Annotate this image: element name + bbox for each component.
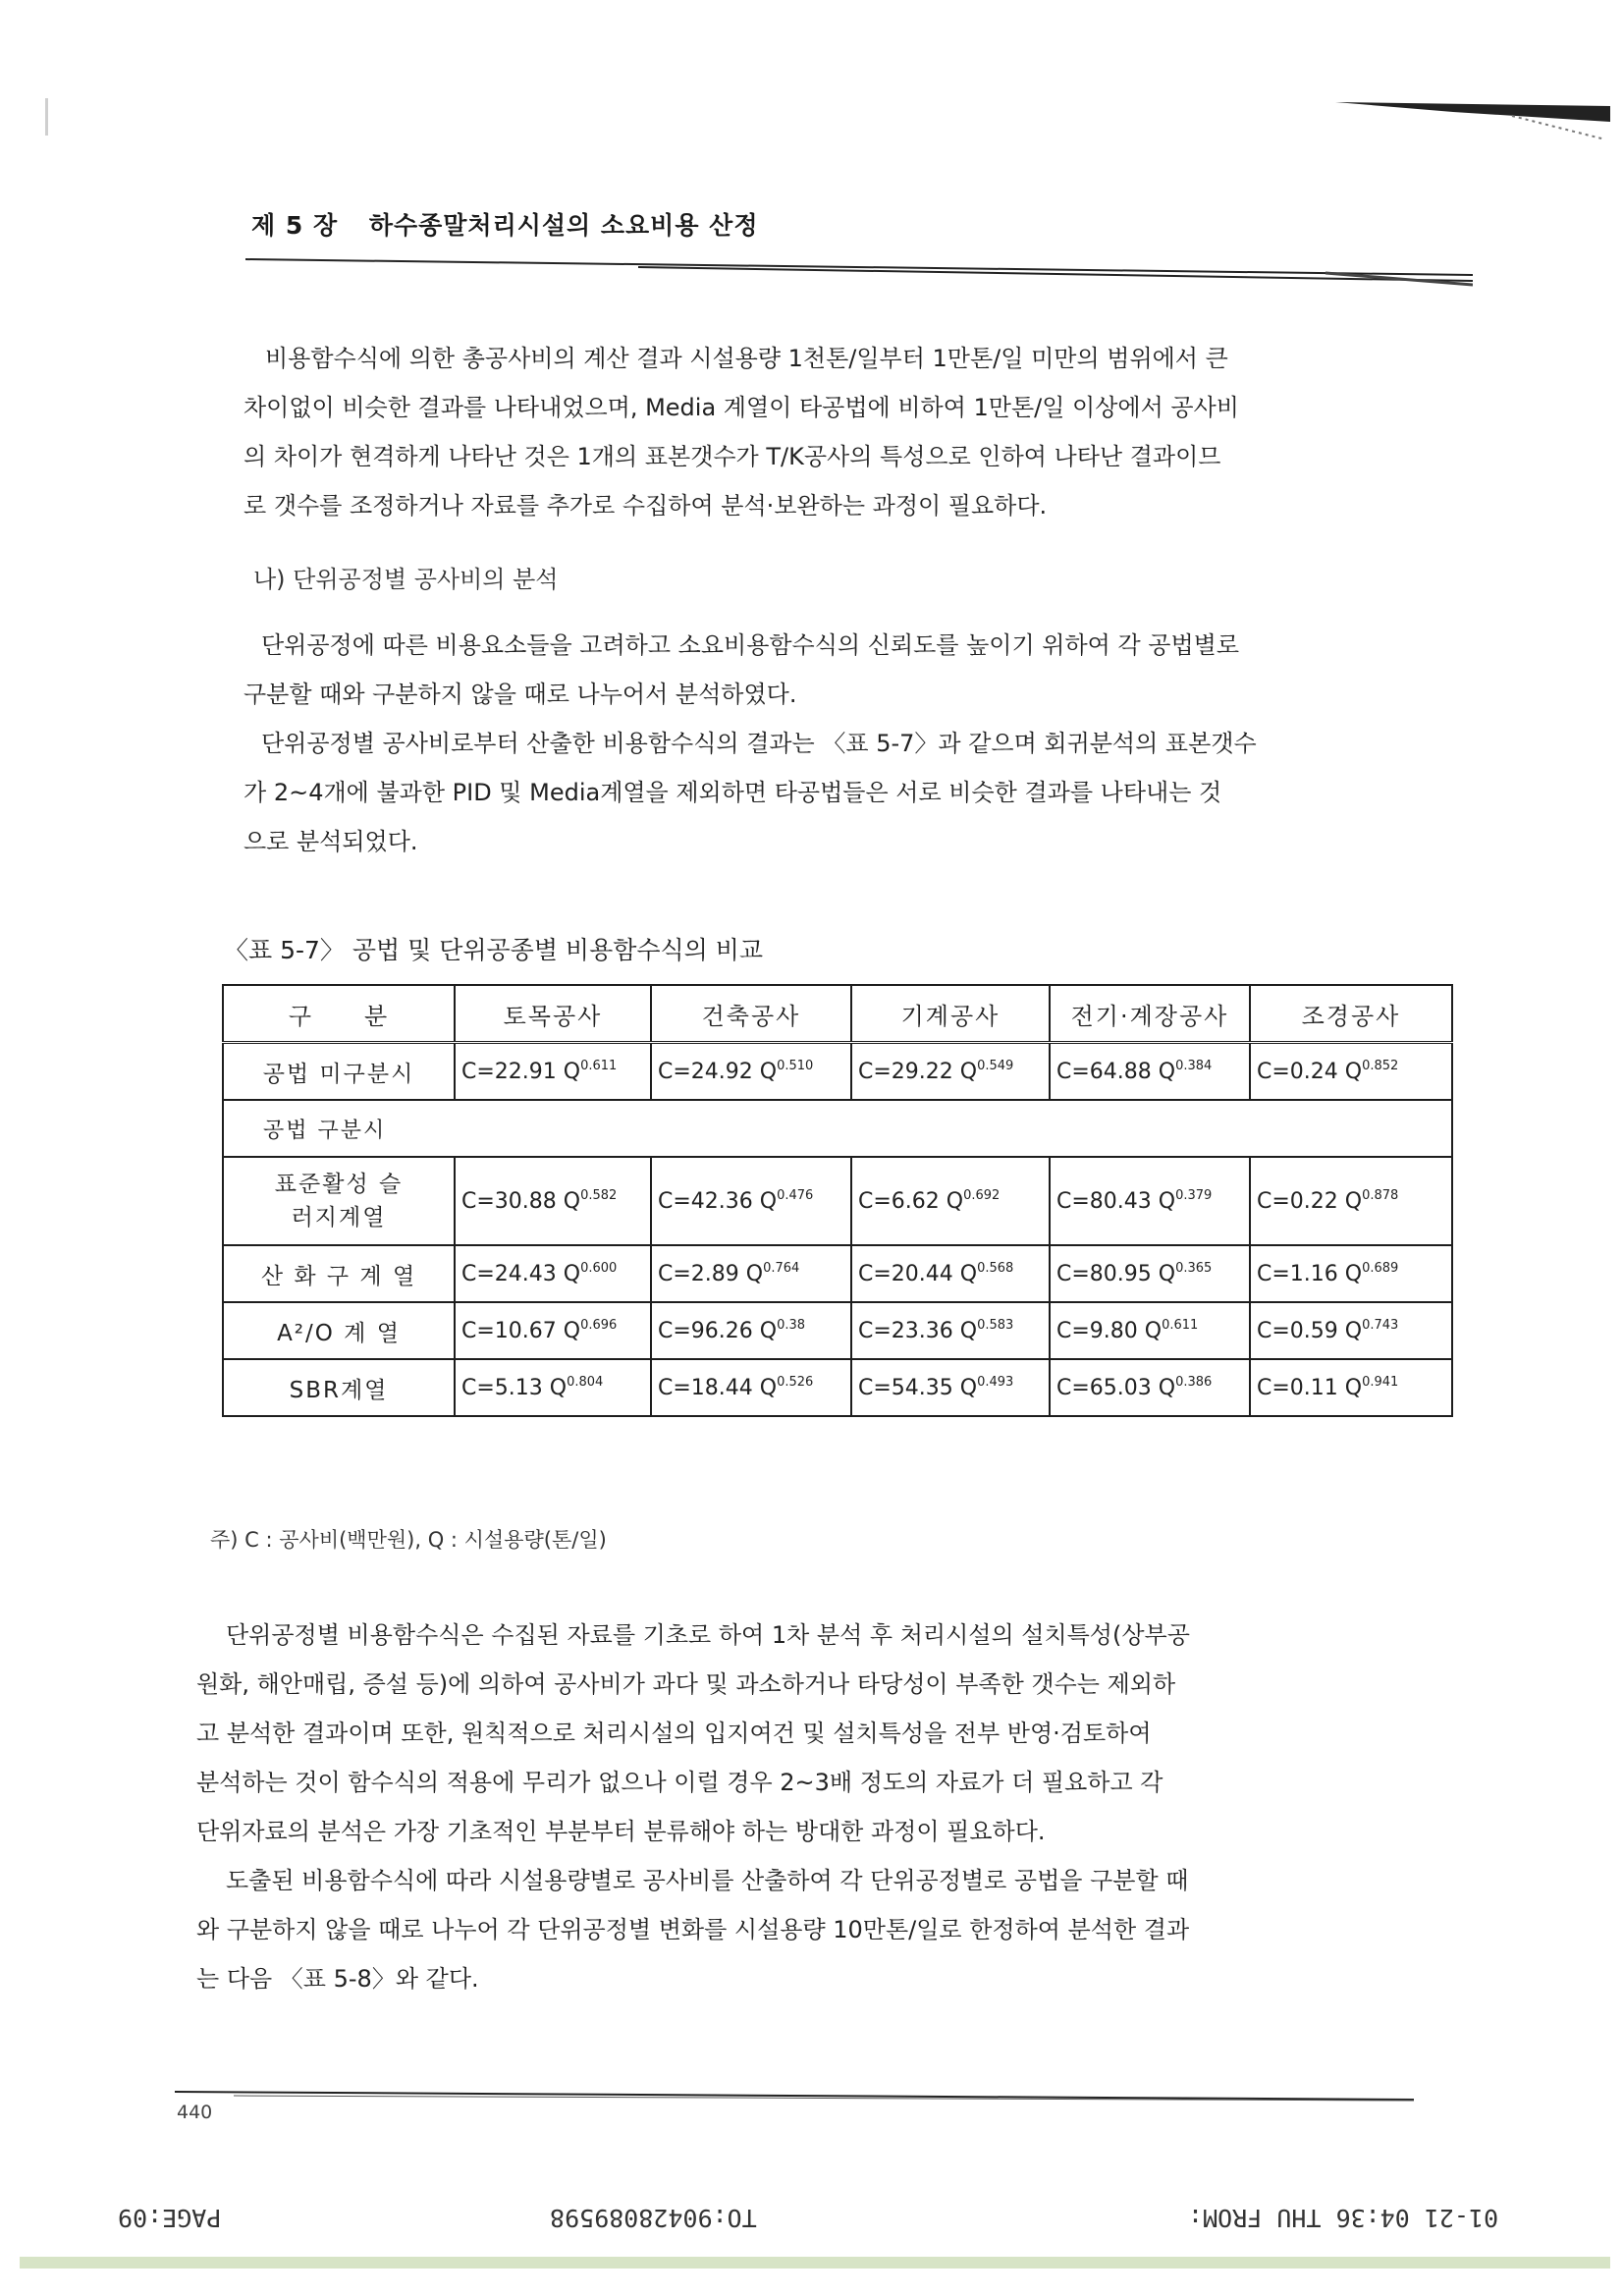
- table-cell: C=0.59 $Q^{0.743}$: [1250, 1302, 1452, 1359]
- fax-from: 01-21 04:36 THU FROM:: [1188, 2204, 1499, 2232]
- fax-page: PAGE:09: [118, 2204, 222, 2232]
- table-cell: C=22.91 $Q^{0.611}$: [455, 1043, 651, 1101]
- header-civil: 토목공사: [455, 985, 651, 1043]
- chapter-number: 제 5 장: [251, 211, 339, 240]
- scan-mark: [45, 98, 48, 136]
- paragraph-top: [243, 334, 1239, 530]
- table-row: [223, 1245, 1452, 1302]
- table-cell: C=0.24 $Q^{0.852}$: [1250, 1043, 1452, 1101]
- group-label: 공법 구분시: [223, 1100, 1452, 1157]
- table-cell: C=23.36 $Q^{0.583}$: [851, 1302, 1050, 1359]
- text-line: 로 갯수를 조정하거나 자료를 추가로 수집하여 분석·보완하는 과정이 필요하다.: [243, 492, 1048, 519]
- paragraph-section: [243, 621, 1257, 866]
- table-header-row: [223, 985, 1452, 1043]
- header-category: 구 분: [223, 985, 455, 1043]
- table-cell: C=54.35 $Q^{0.493}$: [851, 1359, 1050, 1416]
- table-cell: C=0.11 $Q^{0.941}$: [1250, 1359, 1452, 1416]
- table-cell: C=18.44 $Q^{0.526}$: [651, 1359, 851, 1416]
- corner-tab-mark: [1335, 96, 1610, 141]
- paragraph-bottom: [196, 1611, 1190, 2003]
- table-group-row: [223, 1100, 1452, 1157]
- text-line: 의 차이가 현격하게 나타난 것은 1개의 표본갯수가 T/K공사의 특성으로 인하여 나타난 결과이므: [243, 443, 1221, 470]
- table-cell: C=2.89 $Q^{0.764}$: [651, 1245, 851, 1302]
- chapter-header: [251, 206, 759, 242]
- table-cell: C=6.62 $Q^{0.692}$: [851, 1157, 1050, 1245]
- text-line: 단위자료의 분석은 가장 기초적인 부분부터 분류해야 하는 방대한 과정이 필요하다.: [196, 1818, 1046, 1845]
- table-cell: C=30.88 $Q^{0.582}$: [455, 1157, 651, 1245]
- text-line: 고 분석한 결과이며 또한, 원칙적으로 처리시설의 입지여건 및 설치특성을 전부 반영·검토하여: [196, 1720, 1152, 1747]
- header-landscape: 조경공사: [1250, 985, 1452, 1043]
- text-line: 단위공정별 비용함수식은 수집된 자료를 기초로 하여 1차 분석 후 처리시설의 설치특성(상부공: [226, 1621, 1190, 1649]
- header-building: 건축공사: [651, 985, 851, 1043]
- table-cell: C=0.22 $Q^{0.878}$: [1250, 1157, 1452, 1245]
- table-cell: C=80.43 $Q^{0.379}$: [1050, 1157, 1250, 1245]
- text-line: 원화, 해안매립, 증설 등)에 의하여 공사비가 과다 및 과소하거나 타당성이 부족한 갯수는 제외하: [196, 1670, 1176, 1698]
- text-line: 가 2~4개에 불과한 PID 및 Media계열을 제외하면 타공법들은 서로 비슷한 결과를 나타내는 것: [243, 779, 1222, 806]
- text-line: 와 구분하지 않을 때로 나누어 각 단위공정별 변화를 시설용량 10만톤/일로 한정하여 분석한 결과: [196, 1916, 1190, 1943]
- text-line: 분석하는 것이 함수식의 적용에 무리가 없으나 이럴 경우 2~3배 정도의 자료가 더 필요하고 각: [196, 1769, 1163, 1796]
- text-line: 비용함수식에 의한 총공사비의 계산 결과 시설용량 1천톤/일부터 1만톤/일 미만의 범위에서 큰: [265, 345, 1228, 372]
- table-cell: C=24.43 $Q^{0.600}$: [455, 1245, 651, 1302]
- table-cell: C=64.88 $Q^{0.384}$: [1050, 1043, 1250, 1101]
- table-cell: C=10.67 $Q^{0.696}$: [455, 1302, 651, 1359]
- table-caption: 〈표 5-7〉 공법 및 단위공종별 비용함수식의 비교: [224, 936, 764, 964]
- fax-band: [20, 2257, 1610, 2269]
- chapter-title: 하수종말처리시설의 소요비용 산정: [368, 211, 759, 240]
- table-cell: C=9.80 $Q^{0.611}$: [1050, 1302, 1250, 1359]
- table-cell: C=5.13 $Q^{0.804}$: [455, 1359, 651, 1416]
- text-line: 단위공정에 따른 비용요소들을 고려하고 소요비용함수식의 신뢰도를 높이기 위하여 각 공법별로: [261, 631, 1240, 659]
- table-cell: C=20.44 $Q^{0.568}$: [851, 1245, 1050, 1302]
- text-line: 단위공정별 공사비로부터 산출한 비용함수식의 결과는 〈표 5-7〉과 같으며 회귀분석의 표본갯수: [261, 730, 1257, 757]
- fax-to: TO:90428089598: [550, 2204, 757, 2232]
- table-row: [223, 1359, 1452, 1416]
- table-note: 주) C : 공사비(백만원), Q : 시설용량(톤/일): [210, 1528, 607, 1552]
- header-mechanical: 기계공사: [851, 985, 1050, 1043]
- row-label: 공법 미구분시: [223, 1043, 455, 1101]
- table-cell: C=65.03 $Q^{0.386}$: [1050, 1359, 1250, 1416]
- row-label: 산 화 구 계 열: [223, 1245, 455, 1302]
- text-line: 는 다음 〈표 5-8〉와 같다.: [196, 1965, 479, 1993]
- table-cell: C=29.22 $Q^{0.549}$: [851, 1043, 1050, 1101]
- section-title: 나) 단위공정별 공사비의 분석: [253, 566, 559, 593]
- table-row: [223, 1302, 1452, 1359]
- cost-function-table: [222, 984, 1451, 1417]
- table-row: [223, 1043, 1452, 1101]
- table-cell: C=42.36 $Q^{0.476}$: [651, 1157, 851, 1245]
- table-row: [223, 1157, 1452, 1245]
- table-cell: C=1.16 $Q^{0.689}$: [1250, 1245, 1452, 1302]
- text-line: 구분할 때와 구분하지 않을 때로 나누어서 분석하였다.: [243, 681, 797, 708]
- text-line: 도출된 비용함수식에 따라 시설용량별로 공사비를 산출하여 각 단위공정별로 공법을 구분할 때: [226, 1867, 1189, 1894]
- footer-rule: [175, 2090, 1414, 2102]
- text-line: 으로 분석되었다.: [243, 828, 418, 855]
- table-cell: C=80.95 $Q^{0.365}$: [1050, 1245, 1250, 1302]
- table-cell: C=96.26 $Q^{0.38}$: [651, 1302, 851, 1359]
- header-electrical: 전기·계장공사: [1050, 985, 1250, 1043]
- row-label: A²/O 계 열: [223, 1302, 455, 1359]
- header-rule: [245, 253, 1473, 287]
- row-label: SBR계열: [223, 1359, 455, 1416]
- page-number: 440: [177, 2102, 213, 2123]
- text-line: 차이없이 비슷한 결과를 나타내었으며, Media 계열이 타공법에 비하여 1만톤/일 이상에서 공사비: [243, 394, 1239, 421]
- row-label: 표준활성 슬러지계열: [223, 1157, 455, 1245]
- table-cell: C=24.92 $Q^{0.510}$: [651, 1043, 851, 1101]
- fax-header: [118, 2204, 1512, 2243]
